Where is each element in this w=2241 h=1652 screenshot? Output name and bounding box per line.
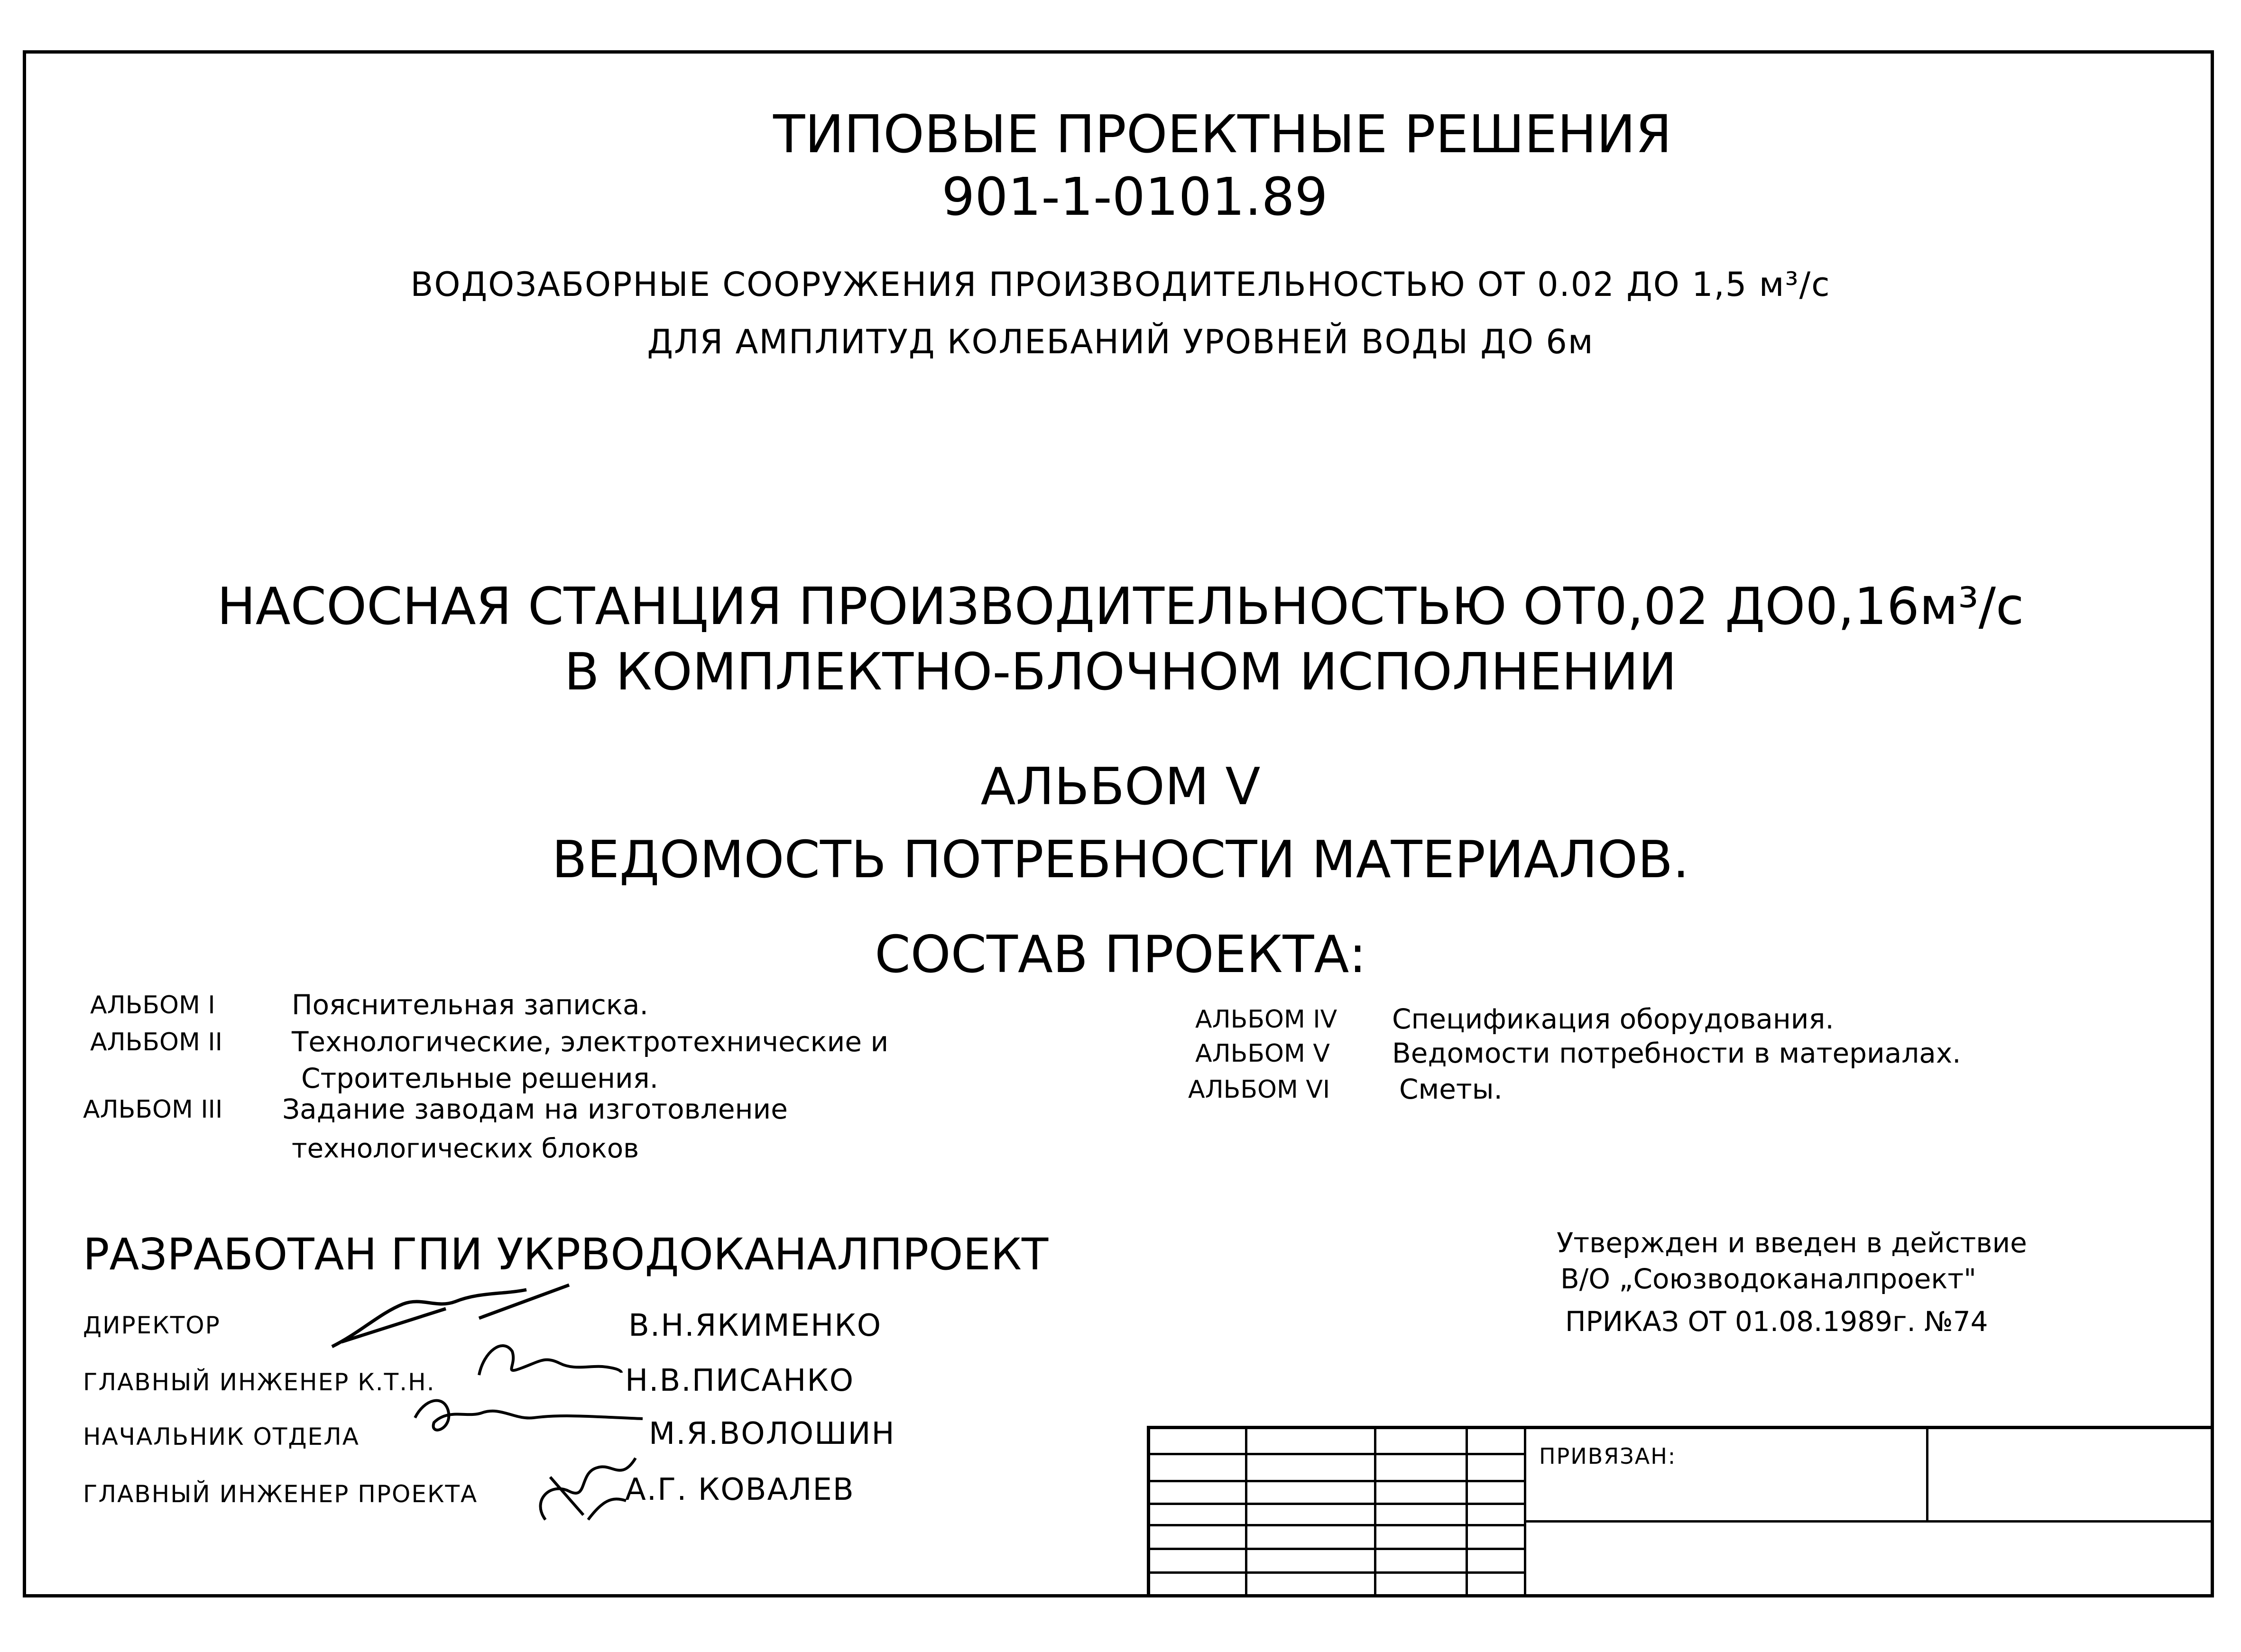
department-head-role: НАЧАЛЬНИК ОТДЕЛА [83, 1423, 360, 1450]
album-3-text-line-1: Задание заводам на изготовление [282, 1093, 788, 1125]
album-title: ВЕДОМОСТЬ ПОТРЕБНОСТИ МАТЕРИАЛОВ. [552, 830, 1689, 890]
album-1-text: Пояснительная записка. [292, 989, 648, 1021]
document-code: 901-1-0101.89 [941, 166, 1328, 227]
album-3-label: АЛЬБОМ III [83, 1095, 223, 1124]
album-6-label: АЛЬБОМ VI [1188, 1075, 1330, 1104]
album-2-label: АЛЬБОМ II [90, 1028, 223, 1056]
subtitle-line-2: ДЛЯ АМПЛИТУД КОЛЕБАНИЙ УРОВНЕЙ ВОДЫ ДО 6м [647, 322, 1594, 361]
chief-project-engineer-name: А.Г. КОВАЛЕВ [625, 1472, 855, 1507]
album-1-label: АЛЬБОМ I [90, 991, 215, 1019]
approval-line-3: ПРИКАЗ ОТ 01.08.1989г. №74 [1565, 1305, 1988, 1338]
album-4-text: Спецификация оборудования. [1392, 1003, 1834, 1035]
chief-project-engineer-role: ГЛАВНЫЙ ИНЖЕНЕР ПРОЕКТА [83, 1480, 478, 1508]
station-title-line-1: НАСОСНАЯ СТАНЦИЯ ПРОИЗВОДИТЕЛЬНОСТЬЮ ОТ0,02 ДО0,16м³/с [217, 577, 2024, 636]
album-5-label: АЛЬБОМ V [1195, 1039, 1330, 1068]
album-2-text-line-1: Технологические, электротехнические и [292, 1026, 889, 1058]
title-block-stamp [1147, 1426, 2214, 1597]
composition-heading: СОСТАВ ПРОЕКТА: [875, 925, 1366, 984]
developer-heading: РАЗРАБОТАН ГПИ УКРВОДОКАНАЛПРОЕКТ [83, 1229, 1049, 1280]
chief-project-engineer-signature [522, 1444, 645, 1529]
document-series-title: ТИПОВЫЕ ПРОЕКТНЫЕ РЕШЕНИЯ [773, 104, 1672, 165]
department-head-name: М.Я.ВОЛОШИН [649, 1416, 895, 1451]
station-title-line-2: В КОМПЛЕКТНО-БЛОЧНОМ ИСПОЛНЕНИИ [564, 642, 1677, 702]
album-number: АЛЬБОМ V [980, 757, 1261, 817]
stamp-attached-label: ПРИВЯЗАН: [1539, 1443, 1677, 1469]
album-5-text: Ведомости потребности в материалах. [1392, 1037, 1961, 1069]
approval-line-1: Утвержден и введен в действие [1557, 1227, 2027, 1259]
department-head-signature [406, 1385, 652, 1446]
album-6-text: Сметы. [1399, 1073, 1503, 1105]
approval-line-2: В/О „Союзводоканалпроект" [1560, 1263, 1976, 1295]
album-3-text-line-2: технологических блоков [292, 1133, 639, 1164]
subtitle-line-1: ВОДОЗАБОРНЫЕ СООРУЖЕНИЯ ПРОИЗВОДИТЕЛЬНОСТЬЮ ОТ 0.02 ДО 1,5 м³/с [410, 265, 1831, 304]
chief-engineer-signature [470, 1323, 626, 1389]
chief-engineer-role: ГЛАВНЫЙ ИНЖЕНЕР К.Т.Н. [83, 1368, 435, 1396]
album-4-label: АЛЬБОМ IV [1195, 1005, 1337, 1034]
album-2-text-line-2: Строительные решения. [301, 1062, 659, 1094]
director-role: ДИРЕКТОР [83, 1312, 221, 1339]
director-name: В.Н.ЯКИМЕНКО [628, 1308, 882, 1343]
chief-engineer-name: Н.В.ПИСАНКО [625, 1363, 855, 1398]
